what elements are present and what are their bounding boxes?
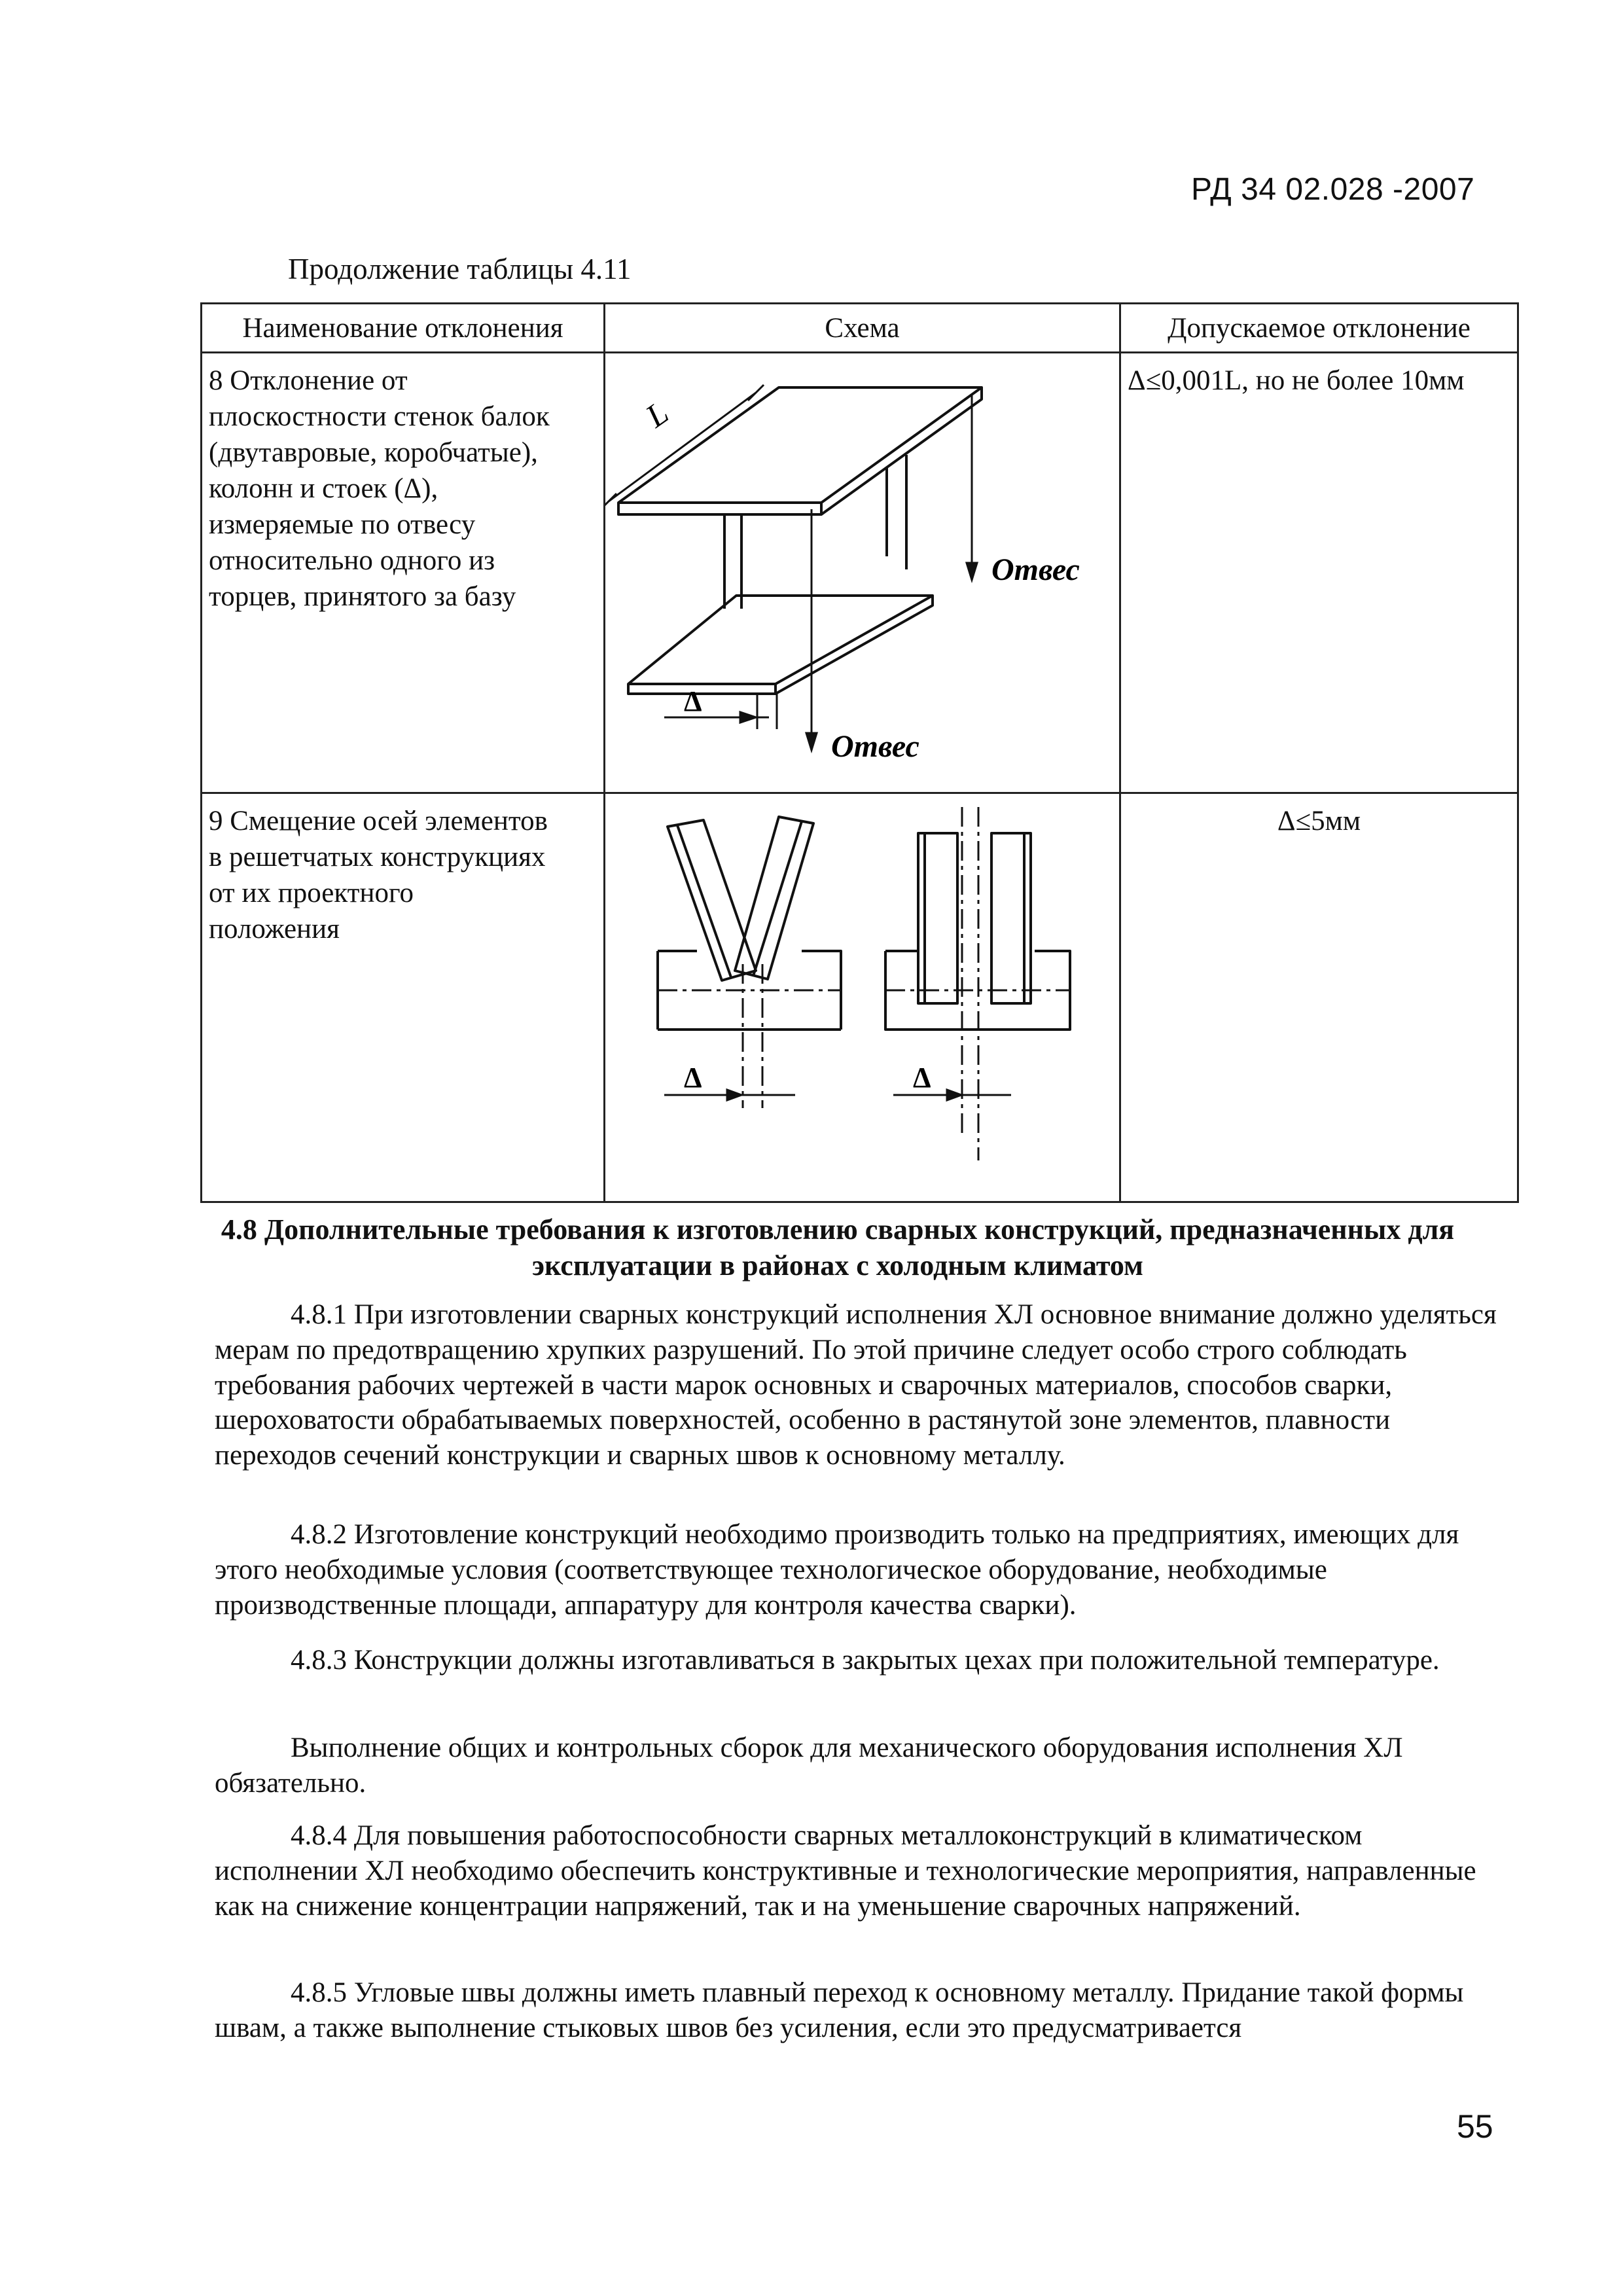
deviations-table: [200, 302, 1519, 1203]
table-row: [202, 793, 1518, 1202]
vertical-post-2: [991, 833, 1031, 1003]
length-dimension-line: [605, 385, 764, 509]
diagonal-right: [735, 817, 813, 979]
section-heading: 4.8 Дополнительные требования к изготовлению сварных конструкций, предназначенных для эксплуатации в районах с холодным климатом: [221, 1213, 1455, 1282]
scheme-cell: [605, 793, 1120, 1202]
document-code: РД 34 02.028 -2007: [1191, 172, 1475, 207]
scheme-cell: [605, 353, 1120, 793]
paragraph-sborki: Выполнение общих и контрольных сборок для механического оборудования исполнения ХЛ обязательно.: [215, 1732, 1403, 1799]
tolerance-value: Δ≤5мм: [1277, 806, 1361, 836]
truss-offset-scheme: [605, 794, 1121, 1183]
paragraph-4-8-3: 4.8.3 Конструкции должны изготавливаться в закрытых цехах при положительной температуре.: [291, 1645, 1440, 1676]
delta-arrow-left: [727, 1090, 741, 1100]
table-row: [202, 353, 1518, 793]
plumb-label-bottom: Отвес: [831, 729, 919, 764]
tolerance-value: Δ≤0,001L, но не более 10мм: [1128, 365, 1465, 396]
delta-arrow-right: [947, 1090, 961, 1100]
delta-arrow: [740, 712, 756, 723]
bottom-flange: [628, 596, 933, 684]
delta-label: Δ: [684, 685, 702, 717]
length-label: L: [639, 393, 675, 435]
column-header-name: Наименование отклонения: [202, 304, 605, 353]
deviation-name: 9 Смещение осей элементов в решетчатых конструкциях от их проектного положения: [209, 806, 548, 945]
deviation-name-cell: [202, 793, 605, 1202]
bottom-flange-edge: [628, 596, 933, 694]
i-beam-scheme: [605, 353, 1121, 774]
tolerance-cell: [1120, 353, 1518, 793]
page-number: 55: [1457, 2108, 1493, 2145]
delta-label-right: Δ: [913, 1062, 931, 1094]
plumb-arrow-bottom: [806, 733, 817, 750]
plumb-arrow-right: [967, 563, 977, 580]
delta-label-left: Δ: [684, 1062, 702, 1094]
table-caption: Продолжение таблицы 4.11: [288, 253, 632, 285]
table-header-row: [202, 304, 1518, 353]
deviation-name: 8 Отклонение от плоскостности стенок балок (двутавровые, коробчатые), колонн и стоек (Δ), измеряемые по отвесу относительно одного из торцев, принятого за базу: [209, 365, 550, 613]
paragraph-4-8-1: 4.8.1 При изготовлении сварных конструкций исполнения ХЛ основное внимание должно уделяться мерам по предотвращению хрупких разрушений. По этой причине следует особо строго соблюдать требования рабочих чертежей в части марок основных и сварочных материалов, способов сварки, шероховатости обрабатываемых поверхностей, особенно в растянутой зоне элементов, плавности переходов сечений конструкции и сварных швов к основному металлу.: [215, 1299, 1497, 1471]
top-flange-edge: [618, 387, 982, 514]
plumb-label-right: Отвес: [991, 552, 1080, 587]
beam-web: [724, 455, 906, 609]
tolerance-cell: [1120, 793, 1518, 1202]
diagonal-left: [668, 820, 756, 980]
column-header-scheme: Схема: [605, 304, 1120, 353]
paragraph-4-8-5: 4.8.5 Угловые швы должны иметь плавный переход к основному металлу. Придание такой формы швам, а также выполнение стыковых швов без усиления, если это предусматривается: [215, 1977, 1464, 2043]
paragraph-4-8-2: 4.8.2 Изготовление конструкций необходимо производить только на предприятиях, имеющих для этого необходимые условия (соответствующее технологическое оборудование, необходимые производственные площади, аппаратуру для контроля качества сварки).: [215, 1519, 1459, 1621]
top-flange: [618, 387, 982, 503]
deviation-name-cell: [202, 353, 605, 793]
column-header-tolerance: Допускаемое отклонение: [1120, 304, 1518, 353]
paragraph-4-8-4: 4.8.4 Для повышения работоспособности сварных металлоконструкций в климатическом исполнении ХЛ необходимо обеспечить конструктивные и технологические мероприятия, направленные как на снижение концентрации напряжений, так и на уменьшение сварочных напряжений.: [215, 1820, 1476, 1922]
vertical-post-1: [918, 833, 957, 1003]
